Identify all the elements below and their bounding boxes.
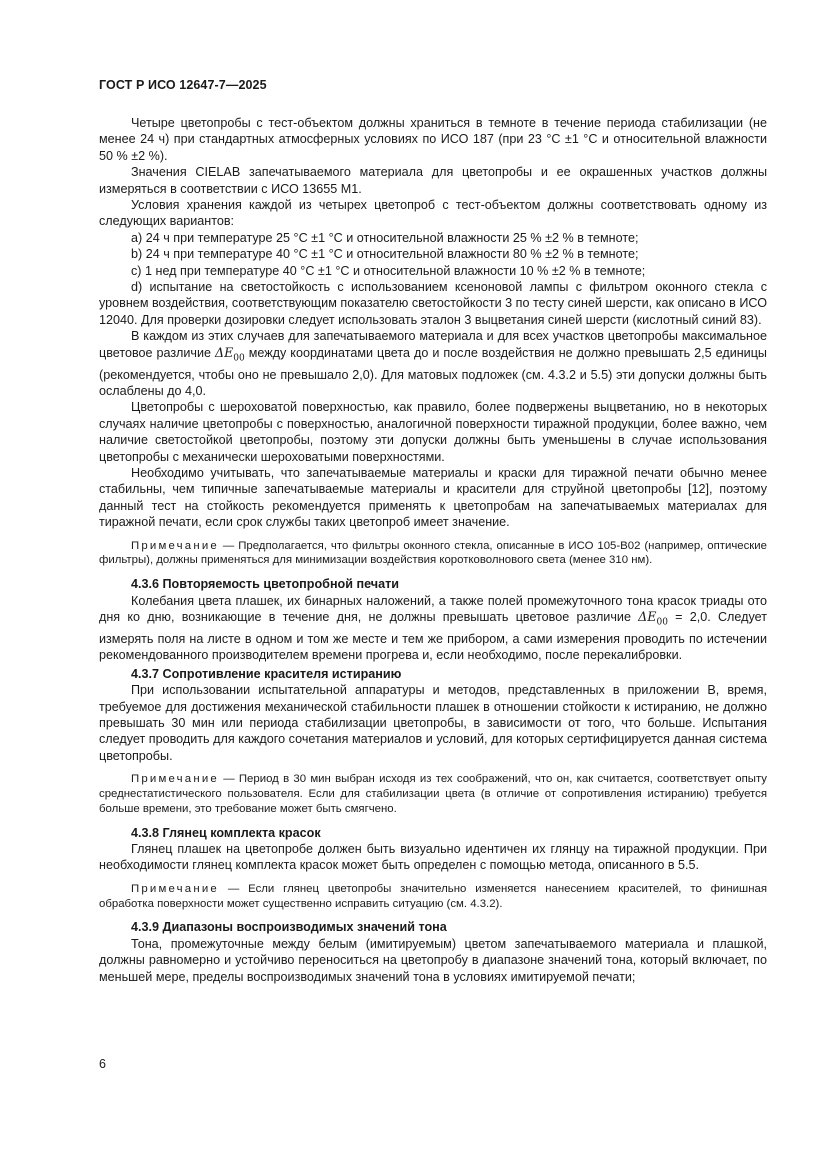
- note-text: Если глянец цветопробы значительно изменяется нанесением красителей, то финишная обработка поверхности может существенно исправить ситуацию (см. 4.3.2).: [99, 882, 767, 910]
- section-heading-4-3-8: 4.3.8 Глянец комплекта красок: [131, 825, 321, 840]
- note-label: Примечание: [131, 882, 219, 895]
- note: Примечание — Период в 30 мин выбран исходя из тех соображений, что он, как считается, соответствует опыту среднестатистического пользователя. Если для стабилизации цвета (в отличие от сопротивления истиранию) требуется больше времени, это требование может быть смягчено.: [99, 773, 767, 815]
- page-body: [99, 115, 767, 985]
- section-heading-4-3-7: 4.3.7 Сопротивление красителя истиранию: [131, 666, 402, 681]
- paragraph: Условия хранения каждой из четырех цветопроб с тест-объектом должны соответствовать одному из следующих вариантов:: [99, 198, 767, 229]
- section-heading-4-3-9: 4.3.9 Диапазоны воспроизводимых значений тона: [131, 920, 447, 935]
- note-label: Примечание: [131, 539, 219, 552]
- delta-e-symbol: $\Delta E_{00}$: [214, 344, 245, 364]
- paragraph-text: между координатами цвета до и после воздействия не должно превышать 2,5 единицы (рекомендуется, чтобы оно не превышало 2,0). Для матовых подложек (см. 4.3.2 и 5.5) эти допуски должны быть ослаблены до 4,0.: [99, 345, 767, 399]
- paragraph: При использовании испытательной аппаратуры и методов, представленных в приложении В, время, требуемое для достижения механической стабильности плашек в отношении стойкости к истиранию, не должно превышать 30 мин или периода стабилизации цветопробы, в зависимости от того, что больше. Испытания следует проводить для каждого сочетания материалов и условий, для которых сертифицируется данная система цветопробы.: [99, 683, 767, 763]
- note: Примечание — Предполагается, что фильтры оконного стекла, описанные в ИСО 105-В02 (например, оптические фильтры), должны применяться для минимизации воздействия коротковолнового света (менее 310 нм).: [99, 539, 767, 567]
- list-item-b: b) 24 ч при температуре 40 °С ±1 °С и относительной влажности 80 % ±2 % в темноте;: [131, 247, 639, 262]
- paragraph-text: В каждом из этих случаев для запечатываемого материала и для всех участков цветопробы максимальное цветовое различие: [99, 329, 767, 360]
- paragraph: Необходимо учитывать, что запечатываемые материалы и краски для тиражной печати обычно менее стабильны, чем типичные запечатываемые материалы и красители для струйной цветопробы [12], поэтому данный тест на стойкость рекомендуется применять к цветопробам на запечатываемых материалах для тиражной печати, если срок службы таких цветопроб имеет значение.: [99, 466, 767, 530]
- paragraph: Тона, промежуточные между белым (имитируемым) цветом запечатываемого материала и плашкой, должны равномерно и устойчиво переноситься на цветопробу в диапазоне значений тона, который включает, по меньшей мере, пределы воспроизводимых значений тона в условиях имитируемой печати;: [99, 936, 767, 984]
- paragraph: [99, 328, 767, 399]
- paragraph: Четыре цветопробы с тест-объектом должны храниться в темноте в течение периода стабилизации (не менее 24 ч) при стандартных атмосферных условиях по ИСО 187 (при 23 °С ±1 °С и относительной влажности 50 % ±2 %).: [99, 116, 767, 163]
- list-item-d: d) испытание на светостойкость с использованием ксеноновой лампы с фильтром оконного стекла с уровнем воздействия, соответствующим показателю светостойкости 3 по тесту синей шерсти, как описано в ИСО 12040. Для проверки дозировки следует использовать эталон 3 выцветания синей шерсти (кислотный синий 83).: [99, 280, 767, 327]
- delta-e-symbol: $\Delta E_{00}$: [638, 609, 668, 628]
- document-header: ГОСТ Р ИСО 12647-7—2025: [99, 78, 267, 92]
- paragraph: Цветопробы с шероховатой поверхностью, как правило, более подвержены выцветанию, но в некоторых случаях наличие цветопробы с поверхностью, аналогичной поверхности тиражной продукции, более важно, чем наличие светостойкой цветопробы, поэтому эти допуски должны быть уменьшены в случае использования цветопробы с механически шероховатыми поверхностями.: [99, 400, 767, 464]
- note-text: Период в 30 мин выбран исходя из тех соображений, что он, как считается, соответствует опыту среднестатистического пользователя. Если для стабилизации цвета (в отличие от сопротивления истиранию) требуется больше времени, это требование может быть смягчено.: [99, 773, 767, 815]
- note: Примечание — Если глянец цветопробы значительно изменяется нанесением красителей, то финишная обработка поверхности может существенно исправить ситуацию (см. 4.3.2).: [99, 882, 767, 910]
- list-item-a: а) 24 ч при температуре 25 °С ±1 °С и относительной влажности 25 % ±2 % в темноте;: [131, 230, 639, 245]
- section-heading-4-3-6: 4.3.6 Повторяемость цветопробной печати: [131, 577, 400, 592]
- list-item-c: с) 1 нед при температуре 40 °С ±1 °С и относительной влажности 10 % ±2 % в темноте;: [131, 263, 646, 278]
- page-number: 6: [99, 1057, 106, 1071]
- note-label: Примечание: [131, 773, 219, 786]
- note-text: Предполагается, что фильтры оконного стекла, описанные в ИСО 105-В02 (например, оптические фильтры), должны применяться для минимизации воздействия коротковолнового света (менее 310 нм).: [99, 539, 767, 567]
- paragraph: Значения CIELAB запечатываемого материала для цветопробы и ее окрашенных участков должны измеряться в соответствии с ИСО 13655 М1.: [99, 165, 767, 196]
- paragraph: Глянец плашек на цветопробе должен быть визуально идентичен их глянцу на тиражной продукции. При необходимости глянец комплекта красок может быть определен с помощью метода, описанного в 5.5.: [99, 842, 767, 873]
- paragraph: Колебания цвета плашек, их бинарных наложений, а также полей промежуточного тона красок триады ото дня ко дню, возникающие в течение дня, не должны превышать цветовое различие $\Delta E_{00} = 2,0$. Следует измерять поля на листе в одном и том же месте и тем же прибором, а сами измерения проводить по истечении рекомендованного производителем времени прогрева и, если необходимо, после перекалибровки.: [99, 593, 767, 663]
